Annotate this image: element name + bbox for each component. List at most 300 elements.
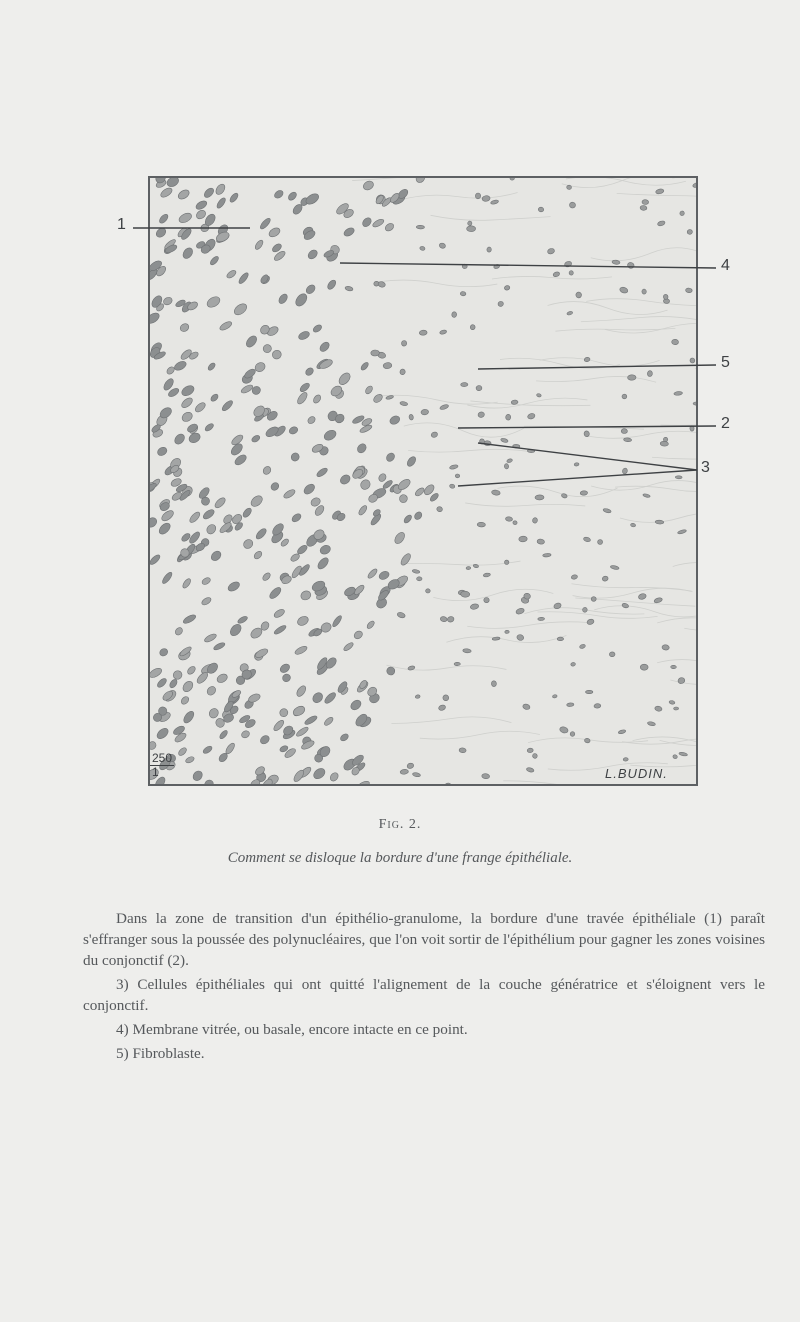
connective-nucleus (532, 517, 538, 524)
epithelial-nucleus (366, 620, 376, 630)
epithelial-nucleus (296, 615, 310, 628)
epithelial-nucleus (214, 183, 227, 197)
connective-nucleus (504, 285, 510, 291)
connective-nucleus (657, 220, 666, 227)
epithelial-nucleus (173, 432, 187, 446)
epithelial-nucleus (398, 493, 409, 504)
connective-nucleus (482, 773, 490, 779)
connective-nucleus (461, 382, 468, 386)
epithelial-nucleus (267, 226, 281, 239)
fiber-strand (615, 485, 698, 492)
epithelial-nucleus (372, 393, 384, 404)
epithelial-nucleus (174, 626, 184, 636)
connective-nucleus (602, 575, 609, 581)
epithelial-nucleus (205, 685, 217, 697)
paragraph-item-3: 3) Cellules épithéliales qui ont quitté l'alignement de la couche génératrice et s'éloignent vers le conjonctif. (83, 976, 765, 1014)
connective-nucleus (459, 748, 466, 753)
connective-nucleus (491, 489, 500, 495)
connective-nucleus (412, 569, 420, 574)
epithelial-nucleus (323, 716, 334, 727)
epithelial-nucleus (241, 507, 252, 519)
fiber-strand (571, 584, 691, 591)
fiber-strand (538, 612, 658, 619)
epithelial-nucleus (337, 371, 352, 387)
connective-nucleus (583, 536, 591, 542)
epithelial-nucleus (180, 396, 194, 409)
connective-nucleus (463, 648, 472, 653)
epithelial-nucleus (224, 742, 236, 755)
fiber-strand (492, 276, 612, 279)
epithelial-nucleus (372, 218, 385, 229)
fiber-strand (697, 703, 698, 709)
epithelial-nucleus (292, 704, 307, 717)
tissue-drawing (150, 178, 698, 786)
connective-nucleus (569, 270, 574, 275)
scale-denominator: 1 (152, 765, 159, 779)
connective-nucleus (630, 523, 636, 527)
connective-nucleus (584, 357, 591, 362)
connective-nucleus (609, 652, 615, 657)
connective-nucleus (623, 757, 628, 761)
connective-nucleus (576, 292, 582, 298)
connective-nucleus (505, 516, 512, 521)
epithelial-nucleus (180, 410, 194, 423)
epithelial-nucleus (378, 570, 391, 581)
epithelial-nucleus (216, 672, 229, 684)
connective-nucleus (505, 630, 510, 633)
connective-nucleus (527, 413, 536, 420)
epithelial-nucleus (203, 186, 216, 199)
fiber-strand (377, 280, 497, 287)
epithelial-nucleus (156, 677, 168, 689)
fiber-strand (591, 481, 698, 491)
fiber-strand (503, 781, 623, 786)
epithelial-nucleus (254, 527, 267, 541)
epithelial-nucleus (282, 488, 296, 500)
connective-nucleus (677, 529, 687, 535)
connective-nucleus (462, 264, 468, 269)
callout-label-4: 4 (721, 257, 730, 274)
epithelial-nucleus (209, 549, 222, 562)
connective-nucleus (449, 464, 458, 470)
connective-nucleus (586, 690, 593, 693)
epithelial-nucleus (339, 733, 349, 743)
connective-nucleus (484, 440, 492, 446)
epithelial-nucleus (181, 577, 192, 589)
epithelial-nucleus (219, 320, 233, 332)
fiber-strand (660, 422, 698, 425)
connective-nucleus (476, 385, 482, 391)
connective-nucleus (401, 340, 406, 346)
epithelial-nucleus (264, 425, 280, 439)
fiber-strand (581, 317, 698, 322)
connective-nucleus (552, 694, 557, 698)
connective-nucleus (582, 607, 587, 613)
epithelial-nucleus (150, 516, 159, 529)
connective-nucleus (473, 564, 479, 568)
connective-nucleus (482, 195, 491, 202)
connective-nucleus (407, 762, 415, 769)
fiber-strand (408, 449, 528, 452)
histology-illustration (148, 176, 698, 786)
epithelial-nucleus (414, 486, 426, 497)
connective-nucleus (426, 589, 431, 593)
connective-nucleus (536, 393, 541, 397)
connective-nucleus (647, 721, 656, 726)
epithelial-nucleus (277, 293, 289, 306)
connective-nucleus (438, 704, 446, 711)
epithelial-nucleus (182, 710, 196, 725)
fiber-strand (594, 606, 698, 617)
connective-nucleus (674, 391, 683, 395)
epithelial-nucleus (384, 222, 395, 233)
epithelial-nucleus (319, 544, 332, 556)
connective-nucleus (491, 681, 496, 687)
epithelial-nucleus (259, 734, 271, 746)
epithelial-nucleus (155, 726, 170, 740)
epithelial-nucleus (288, 426, 299, 436)
connective-nucleus (693, 402, 698, 406)
epithelial-nucleus (359, 478, 372, 491)
epithelial-nucleus (273, 189, 284, 200)
epithelial-nucleus (294, 292, 310, 308)
epithelial-nucleus (249, 494, 264, 509)
connective-nucleus (478, 411, 485, 418)
epithelial-nucleus (331, 614, 343, 628)
connective-nucleus (692, 182, 698, 188)
epithelial-nucleus (362, 179, 375, 191)
body-text (83, 908, 765, 1064)
epithelial-nucleus (318, 340, 331, 353)
connective-nucleus (449, 484, 455, 489)
connective-nucleus (439, 242, 446, 249)
fiber-strand (352, 178, 472, 181)
connective-nucleus (570, 662, 575, 666)
connective-nucleus (543, 553, 552, 557)
connective-nucleus (569, 202, 576, 209)
connective-nucleus (522, 703, 530, 710)
epithelial-nucleus (279, 662, 292, 674)
epithelial-nucleus (205, 523, 218, 536)
epithelial-nucleus (343, 641, 355, 652)
epithelial-nucleus (194, 401, 207, 414)
connective-nucleus (400, 401, 408, 406)
epithelial-nucleus (268, 586, 283, 601)
epithelial-nucleus (155, 226, 168, 239)
epithelial-nucleus (403, 514, 413, 524)
scale-numerator: 250 (152, 751, 173, 765)
epithelial-nucleus (182, 613, 197, 625)
epithelial-nucleus (218, 729, 228, 740)
connective-nucleus (561, 493, 568, 499)
connective-nucleus (567, 311, 573, 316)
connective-nucleus (690, 426, 694, 432)
connective-nucleus (415, 694, 420, 698)
connective-nucleus (584, 738, 590, 744)
connective-nucleus (440, 616, 448, 622)
epithelial-nucleus (180, 695, 190, 705)
connective-nucleus (567, 703, 574, 707)
connective-nucleus (527, 748, 534, 753)
epithelial-nucleus (186, 422, 199, 433)
connective-nucleus (475, 193, 481, 199)
connective-nucleus (621, 429, 627, 434)
connective-nucleus (470, 603, 479, 610)
fiber-strand (673, 563, 698, 577)
epithelial-nucleus (177, 746, 188, 757)
epithelial-nucleus (281, 673, 292, 684)
connective-nucleus (419, 330, 427, 336)
connective-nucleus (654, 706, 662, 712)
connective-nucleus (690, 358, 696, 364)
connective-nucleus (586, 618, 594, 625)
callout-label-1: 1 (117, 216, 126, 233)
epithelial-nucleus (414, 178, 426, 184)
epithelial-nucleus (158, 647, 169, 657)
epithelial-nucleus (296, 391, 309, 406)
fiber-strand (548, 302, 668, 315)
fiber-strand (562, 178, 682, 188)
epithelial-nucleus (259, 274, 269, 285)
artist-signature: L.BUDIN. (605, 766, 668, 781)
epithelial-nucleus (161, 571, 174, 585)
epithelial-nucleus (299, 382, 311, 394)
epithelial-nucleus (385, 451, 396, 463)
epithelial-nucleus (237, 615, 249, 625)
epithelial-nucleus (202, 508, 216, 521)
fiber-strand (378, 395, 498, 404)
epithelial-nucleus (356, 442, 368, 455)
connective-nucleus (685, 288, 692, 293)
paragraph-item-4: 4) Membrane vitrée, ou basale, encore intacte en ce point. (116, 1021, 468, 1038)
connective-nucleus (504, 560, 509, 565)
fiber-strand (695, 366, 698, 373)
epithelial-nucleus (299, 589, 312, 601)
connective-nucleus (443, 695, 449, 701)
epithelial-nucleus (162, 296, 173, 306)
connective-nucleus (444, 782, 452, 786)
epithelial-nucleus (254, 239, 265, 251)
fiber-strand (446, 636, 566, 643)
connective-nucleus (640, 205, 647, 210)
fiber-strand (467, 622, 587, 629)
connective-nucleus (497, 301, 504, 307)
connective-nucleus (538, 207, 544, 212)
connective-nucleus (526, 767, 534, 773)
epithelial-nucleus (221, 399, 235, 412)
connective-nucleus (553, 271, 561, 277)
connective-nucleus (594, 703, 601, 708)
epithelial-nucleus (262, 465, 273, 476)
connective-nucleus (439, 329, 447, 334)
epithelial-nucleus (237, 271, 249, 285)
connective-nucleus (466, 566, 471, 569)
epithelial-nucleus (360, 361, 370, 371)
fiber-strand (657, 660, 698, 671)
connective-nucleus (447, 616, 455, 623)
connective-nucleus (591, 597, 596, 602)
connective-nucleus (627, 262, 635, 269)
fiber-strand (540, 358, 660, 366)
connective-nucleus (674, 707, 679, 710)
epithelial-nucleus (150, 666, 163, 679)
epithelial-nucleus (343, 226, 356, 237)
epithelial-nucleus (242, 538, 255, 550)
epithelial-nucleus (377, 472, 387, 483)
connective-nucleus (461, 591, 470, 598)
epithelial-nucleus (353, 629, 364, 640)
connective-nucleus (671, 665, 677, 669)
epithelial-nucleus (316, 467, 329, 479)
epithelial-nucleus (203, 778, 215, 786)
epithelial-nucleus (306, 415, 316, 425)
epithelial-nucleus (287, 191, 298, 202)
fiber-strand (591, 248, 698, 261)
connective-nucleus (622, 603, 630, 609)
connective-nucleus (421, 409, 429, 415)
epithelial-nucleus (226, 269, 238, 280)
connective-nucleus (513, 521, 518, 525)
fiber-strand (573, 588, 693, 598)
fiber-strand (586, 299, 698, 306)
epithelial-nucleus (322, 428, 337, 442)
epithelial-nucleus (291, 512, 303, 523)
epithelial-nucleus (213, 641, 226, 651)
connective-nucleus (416, 225, 424, 229)
connective-nucleus (513, 444, 520, 448)
epithelial-nucleus (271, 349, 283, 361)
epithelial-nucleus (205, 295, 221, 310)
fiber-strand (605, 323, 698, 333)
connective-nucleus (493, 264, 500, 269)
epithelial-nucleus (349, 698, 363, 711)
epithelial-nucleus (304, 366, 315, 376)
connective-nucleus (454, 662, 460, 666)
epithelial-nucleus (195, 199, 209, 211)
epithelial-nucleus (399, 552, 412, 567)
fiber-strand (657, 618, 698, 624)
epithelial-nucleus (215, 197, 226, 210)
epithelial-nucleus (228, 622, 243, 638)
epithelial-nucleus (158, 213, 170, 225)
callout-label-2: 2 (721, 415, 730, 432)
connective-nucleus (516, 634, 524, 641)
connective-nucleus (655, 188, 664, 194)
connective-nucleus (417, 577, 423, 581)
epithelial-nucleus (165, 365, 175, 375)
epithelial-nucleus (180, 384, 196, 398)
epithelial-nucleus (201, 576, 212, 586)
epithelial-nucleus (165, 178, 180, 189)
connective-nucleus (451, 311, 457, 317)
connective-nucleus (506, 414, 511, 420)
epithelial-nucleus (240, 383, 254, 394)
epithelial-nucleus (311, 691, 325, 705)
epithelial-nucleus (244, 334, 258, 349)
epithelial-nucleus (251, 434, 261, 443)
fiber-strand (431, 215, 551, 220)
connective-nucleus (511, 400, 518, 405)
connective-nucleus (439, 404, 449, 411)
connective-nucleus (532, 753, 538, 759)
connective-nucleus (669, 700, 675, 704)
epithelial-nucleus (406, 455, 418, 468)
fiber-strand (391, 717, 511, 724)
connective-nucleus (515, 607, 525, 615)
fiber-strand (652, 457, 698, 459)
callout-label-3: 3 (701, 459, 710, 476)
epithelial-nucleus (413, 511, 423, 521)
connective-nucleus (397, 611, 406, 618)
epithelial-nucleus (273, 624, 287, 636)
epithelial-nucleus (209, 255, 220, 266)
connective-nucleus (470, 324, 475, 329)
connective-nucleus (506, 458, 512, 463)
fiber-strand (404, 423, 524, 437)
epithelial-nucleus (270, 481, 281, 492)
fiber-strand (467, 398, 587, 408)
epithelial-nucleus (312, 394, 322, 405)
connective-nucleus (371, 350, 380, 356)
epithelial-nucleus (290, 451, 301, 462)
epithelial-nucleus (188, 510, 201, 524)
connective-nucleus (566, 185, 571, 190)
epithelial-nucleus (172, 669, 184, 681)
epithelial-nucleus (326, 279, 337, 291)
connective-nucleus (622, 468, 628, 475)
epithelial-nucleus (201, 596, 213, 606)
connective-nucleus (618, 729, 626, 734)
connective-nucleus (655, 520, 664, 524)
connective-nucleus (580, 490, 588, 495)
connective-nucleus (559, 726, 569, 734)
connective-nucleus (510, 178, 515, 180)
fiber-strand (498, 486, 618, 497)
epithelial-nucleus (295, 726, 309, 738)
connective-nucleus (487, 247, 492, 252)
connective-nucleus (519, 536, 528, 542)
connective-nucleus (579, 644, 586, 649)
epithelial-nucleus (259, 217, 272, 231)
connective-nucleus (638, 593, 647, 600)
epithelial-nucleus (229, 192, 240, 204)
fiber-strand (400, 561, 520, 565)
connective-nucleus (571, 574, 578, 580)
epithelial-nucleus (195, 209, 208, 221)
connective-nucleus (412, 772, 421, 777)
paragraph-item-5: 5) Fibroblaste. (116, 1045, 205, 1062)
connective-nucleus (557, 637, 563, 641)
connective-nucleus (642, 289, 647, 294)
epithelial-nucleus (157, 521, 172, 536)
fiber-strand (386, 665, 506, 670)
epithelial-nucleus (316, 556, 330, 571)
connective-nucleus (672, 339, 679, 345)
connective-nucleus (687, 229, 693, 234)
connective-nucleus (623, 438, 631, 442)
connective-nucleus (662, 644, 670, 650)
connective-nucleus (383, 362, 392, 369)
connective-nucleus (679, 211, 684, 217)
connective-nucleus (477, 522, 485, 527)
connective-nucleus (641, 785, 649, 786)
fiber-strand (536, 376, 656, 382)
connective-nucleus (640, 664, 648, 670)
connective-nucleus (467, 221, 472, 226)
connective-nucleus (643, 493, 651, 498)
connective-nucleus (610, 565, 619, 570)
fiber-strand (617, 193, 698, 199)
